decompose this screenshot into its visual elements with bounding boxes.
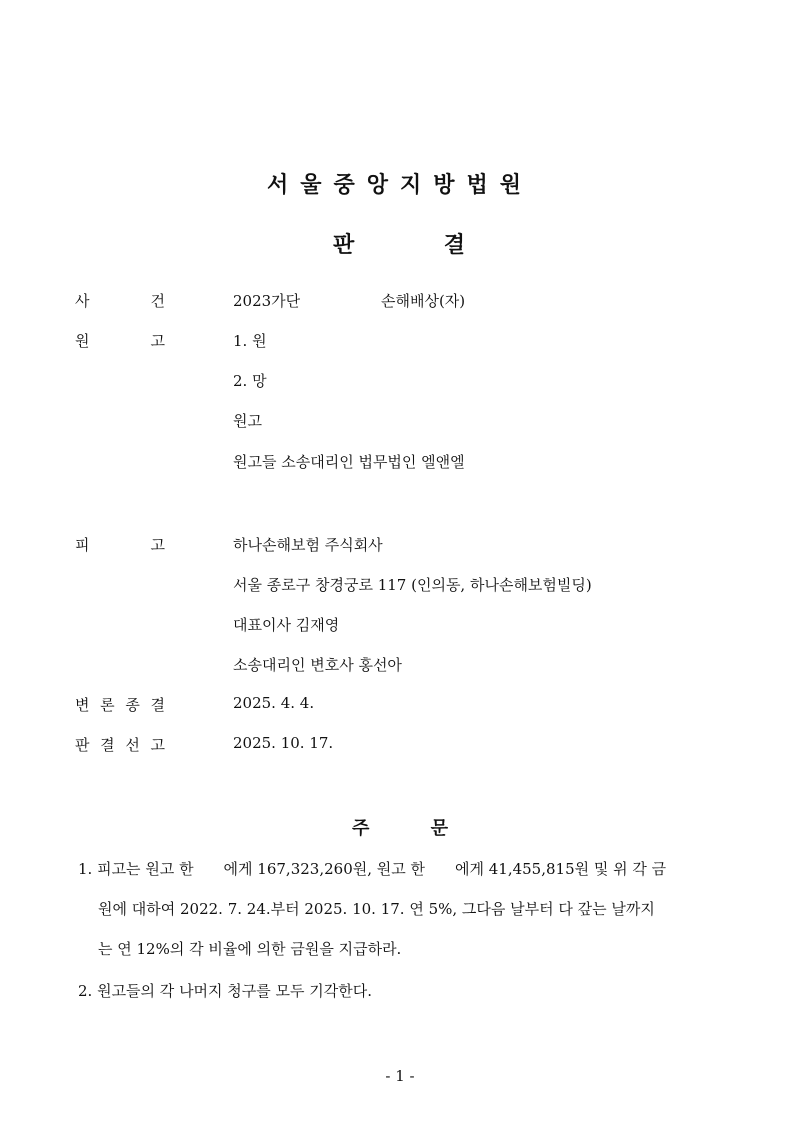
plaintiff-line: 원고 (233, 412, 262, 430)
ruling-label (75, 734, 165, 755)
label-char: 사 (75, 292, 90, 310)
order-item-1-line: 1. 피고는 원고 한 에게 167,323,260원, 원고 한 에게 41,455,815원 및 위 각 금 (78, 860, 667, 878)
label-char: 고 (150, 736, 165, 754)
plaintiff-label (75, 330, 165, 351)
plaintiff-counsel: 원고들 소송대리인 법무법인 엘앤엘 (233, 453, 465, 471)
document-type (333, 228, 465, 259)
defendant-counsel: 소송대리인 변호사 홍선아 (233, 656, 402, 674)
label-char: 변 (75, 696, 90, 714)
doctype-char: 결 (443, 233, 465, 258)
closing-date: 2025. 4. 4. (233, 694, 315, 712)
case-name: 손해배상(자) (381, 292, 466, 310)
order-item-1-line: 는 연 12%의 각 비율에 의한 금원을 지급하라. (98, 940, 402, 958)
label-char: 결 (150, 696, 165, 714)
label-char: 고 (150, 332, 165, 350)
label-char: 종 (125, 696, 140, 714)
order-item-1-line: 원에 대하여 2022. 7. 24.부터 2025. 10. 17. 연 5%, 그다음 날부터 다 갚는 날까지 (98, 900, 655, 918)
label-char: 결 (100, 736, 115, 754)
case-label (75, 290, 165, 311)
label-char: 피 (75, 536, 90, 554)
ruling-date: 2025. 10. 17. (233, 734, 334, 752)
defendant-name: 하나손해보험 주식회사 (233, 536, 383, 554)
plaintiff-line: 1. 원 (233, 332, 267, 350)
plaintiff-line: 2. 망 (233, 372, 267, 390)
closing-label (75, 694, 165, 715)
court-name: 서울중앙지방법원 (266, 173, 534, 198)
page-number: - 1 - (385, 1067, 415, 1085)
label-char: 론 (100, 696, 115, 714)
defendant-representative: 대표이사 김재영 (233, 616, 340, 634)
order-title (352, 814, 448, 840)
doctype-char: 판 (333, 233, 355, 258)
label-char: 선 (125, 736, 140, 754)
label-char: 원 (75, 332, 90, 350)
order-item-2: 2. 원고들의 각 나머지 청구를 모두 기각한다. (78, 982, 373, 1000)
case-number: 2023가단 (233, 292, 301, 310)
title-char: 주 (352, 818, 370, 839)
label-char: 판 (75, 736, 90, 754)
label-char: 고 (150, 536, 165, 554)
defendant-address: 서울 종로구 창경궁로 117 (인의동, 하나손해보험빌딩) (233, 576, 592, 594)
label-char: 건 (150, 292, 165, 310)
defendant-label (75, 534, 165, 555)
title-char: 문 (430, 818, 448, 839)
